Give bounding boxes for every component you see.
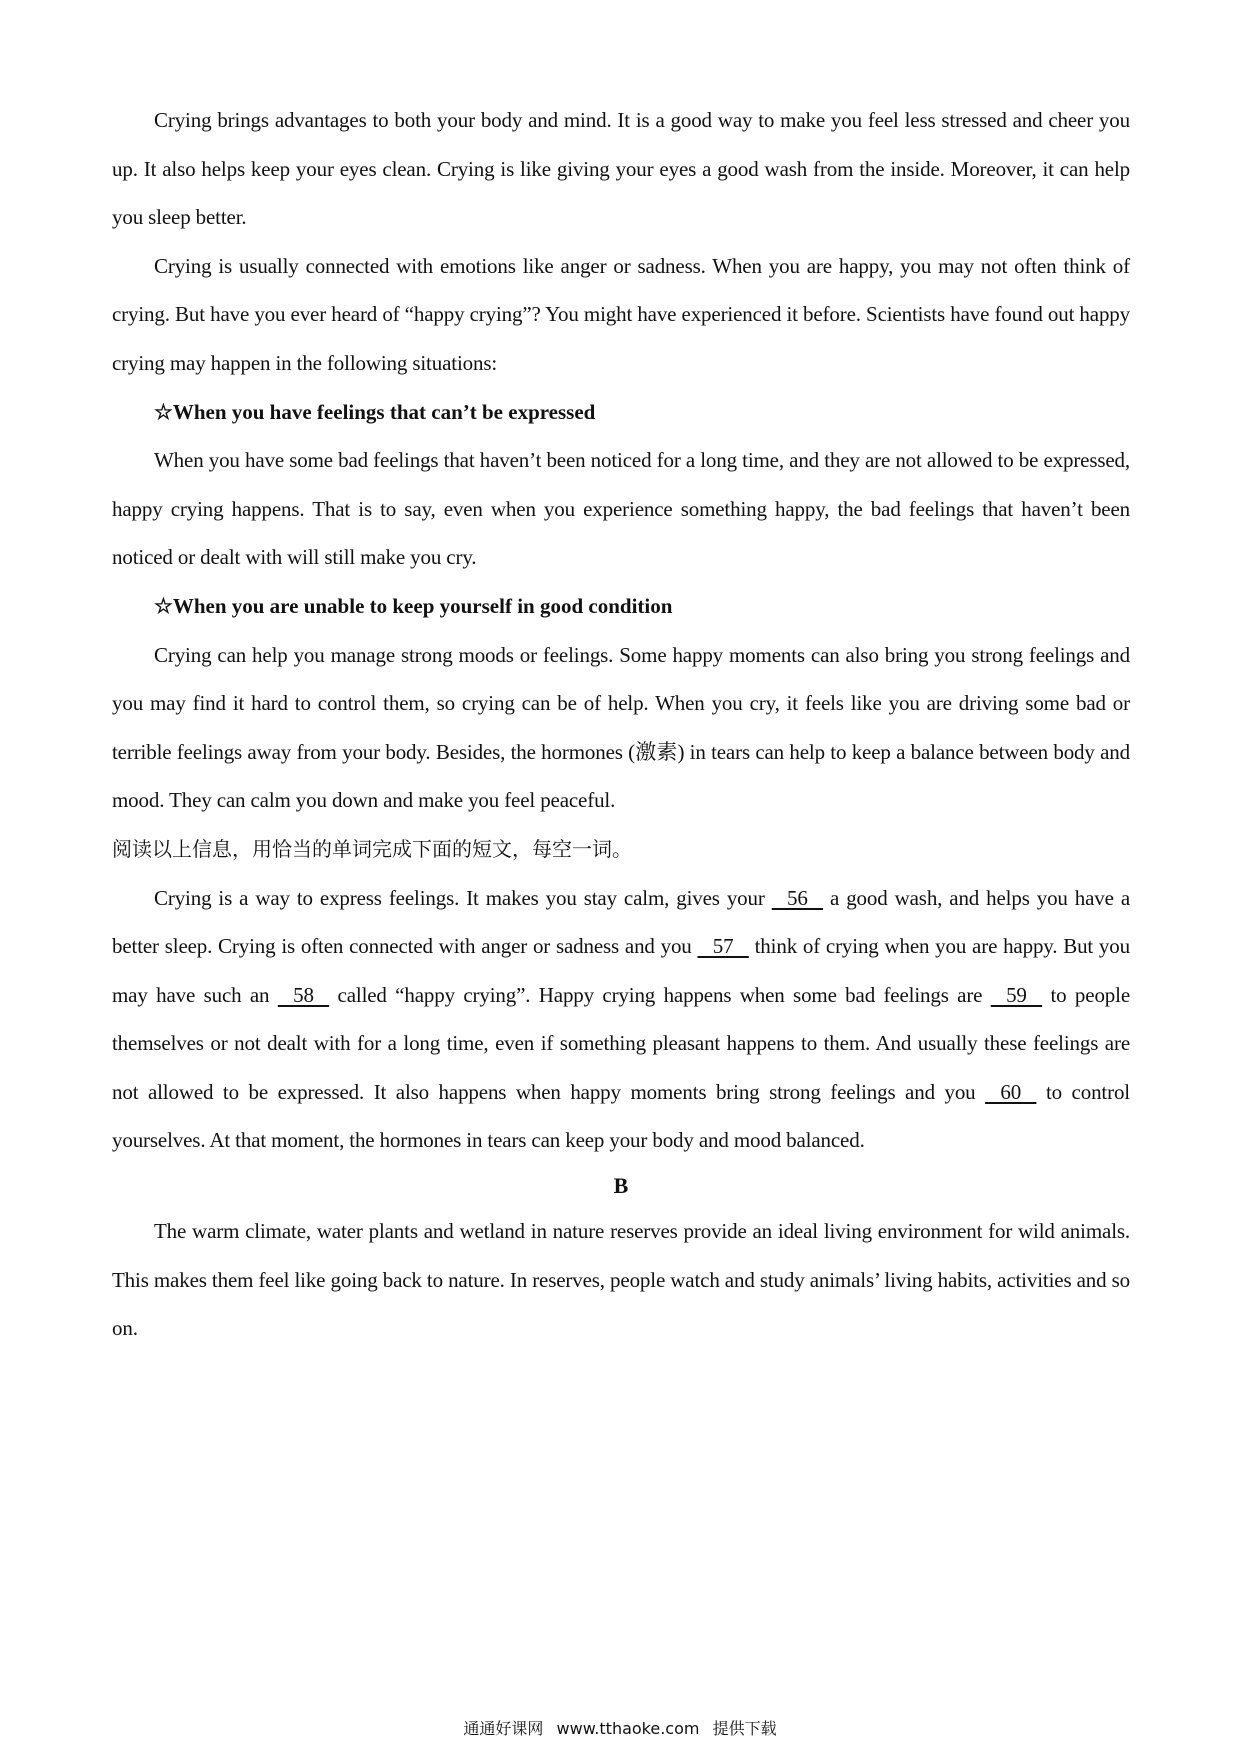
blank-56: 56 [771, 885, 824, 910]
summary-text-5: to people themselves or not dealt with for a long time, even if something pleasant happens to them. And usually these feelings are not allowed to be expressed. It also happens when happy moments bring strong feelings and you [112, 982, 1131, 1104]
blank-59: 59 [990, 982, 1043, 1007]
exercise-instruction: 阅读以上信息，用恰当的单词完成下面的短文，每空一词。 [112, 836, 632, 861]
passage-paragraph-3: When you have some bad feelings that haven’t been noticed for a long time, and they are not allowed to be expressed, happy crying happens. That is to say, even when you experience something happy, the bad feelings that haven’t been noticed or dealt with will still make you cry. [112, 448, 1130, 570]
passage-paragraph-4: Crying can help you manage strong moods or feelings. Some happy moments can also bring you strong feelings and you may find it hard to control them, so crying can be of help. When you cry, it feels like you are driving some bad or terrible feelings away from your body. Besides, the hormones (激素) in tears can help to keep a balance between body and mood. They can calm you down and make you feel peaceful. [112, 642, 1130, 813]
blank-58: 58 [277, 982, 330, 1007]
subheading-good-condition: ☆When you are unable to keep yourself in good condition [154, 593, 673, 618]
summary-text-1: Crying is a way to express feelings. It makes you stay calm, gives your [154, 885, 772, 910]
section-b-heading: B [613, 1173, 629, 1199]
blank-57: 57 [697, 934, 749, 959]
blank-60: 60 [985, 1079, 1037, 1104]
summary-text-4: called “happy crying”. Happy crying happens when some bad feelings are [329, 982, 991, 1007]
page-footer [0, 1716, 1240, 1739]
passage-paragraph-2: Crying is usually connected with emotions like anger or sadness. When you are happy, you may not often think of crying. But have you ever heard of “happy crying”? You might have experienced it before. Scientists have found out happy crying may happen in the following situations: [112, 253, 1130, 375]
summary-text-6: to control yourselves. At that moment, the hormones in tears can keep your body and mood balanced. [112, 1079, 1130, 1153]
passage-paragraph-1: Crying brings advantages to both your body and mind. It is a good way to make you feel less stressed and cheer you up. It also helps keep your eyes clean. Crying is like giving your eyes a good wash from the inside. Moreover, it can help you sleep better. [112, 108, 1130, 230]
footer-site-name: 通通好课网 [463, 1719, 544, 1738]
summary-paragraph [112, 874, 1130, 1166]
section-b-paragraph-1: The warm climate, water plants and wetland in nature reserves provide an ideal living environment for wild animals. This makes them feel like going back to nature. In reserves, people watch and study animals’ living habits, activities and so on. [112, 1219, 1130, 1341]
footer-note: 提供下载 [712, 1719, 777, 1738]
document-page [112, 96, 1130, 1353]
footer-url: www.tthaoke.com [556, 1719, 700, 1738]
summary-text-3: think of crying when you are happy. But you may have such an [112, 934, 1130, 1007]
subheading-unexpressed-feelings: ☆When you have feelings that can’t be expressed [154, 399, 596, 424]
summary-text-2: a good wash, and helps you have a better sleep. Crying is often connected with anger or sadness and you [112, 885, 1130, 959]
